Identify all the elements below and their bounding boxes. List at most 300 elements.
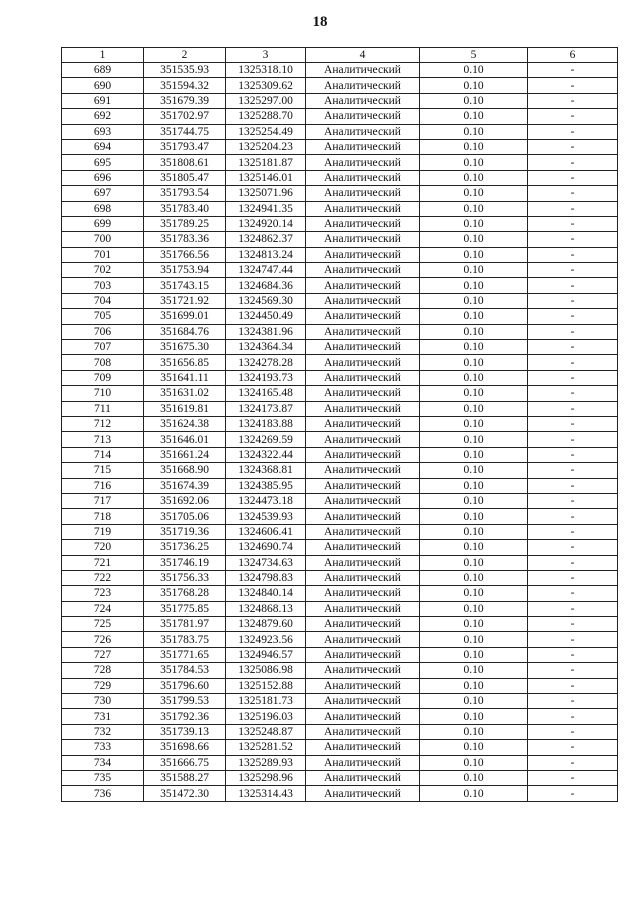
x-coordinate-cell: 351624.38 xyxy=(144,416,226,431)
note-cell: - xyxy=(528,124,618,139)
note-cell: - xyxy=(528,401,618,416)
point-number-cell: 736 xyxy=(62,786,144,801)
note-cell: - xyxy=(528,232,618,247)
note-cell: - xyxy=(528,416,618,431)
method-cell: Аналитический xyxy=(306,324,420,339)
x-coordinate-cell: 351792.36 xyxy=(144,709,226,724)
method-cell: Аналитический xyxy=(306,770,420,785)
method-cell: Аналитический xyxy=(306,709,420,724)
method-cell: Аналитический xyxy=(306,601,420,616)
point-number-cell: 708 xyxy=(62,355,144,370)
accuracy-cell: 0.10 xyxy=(420,401,528,416)
method-cell: Аналитический xyxy=(306,694,420,709)
x-coordinate-cell: 351805.47 xyxy=(144,170,226,185)
y-coordinate-cell: 1325086.98 xyxy=(226,663,306,678)
note-cell: - xyxy=(528,355,618,370)
note-cell: - xyxy=(528,293,618,308)
note-cell: - xyxy=(528,247,618,262)
note-cell: - xyxy=(528,447,618,462)
point-number-cell: 724 xyxy=(62,601,144,616)
note-cell: - xyxy=(528,709,618,724)
method-cell: Аналитический xyxy=(306,186,420,201)
y-coordinate-cell: 1324381.96 xyxy=(226,324,306,339)
table-row xyxy=(62,524,618,539)
y-coordinate-cell: 1325152.88 xyxy=(226,678,306,693)
x-coordinate-cell: 351799.53 xyxy=(144,694,226,709)
note-cell: - xyxy=(528,386,618,401)
x-coordinate-cell: 351783.75 xyxy=(144,632,226,647)
note-cell: - xyxy=(528,493,618,508)
point-number-cell: 723 xyxy=(62,586,144,601)
accuracy-cell: 0.10 xyxy=(420,570,528,585)
x-coordinate-cell: 351766.56 xyxy=(144,247,226,262)
point-number-cell: 731 xyxy=(62,709,144,724)
table-row xyxy=(62,770,618,785)
y-coordinate-cell: 1324539.93 xyxy=(226,509,306,524)
table-row xyxy=(62,324,618,339)
method-cell: Аналитический xyxy=(306,755,420,770)
column-header-1: 1 xyxy=(62,48,144,63)
note-cell: - xyxy=(528,632,618,647)
table-row xyxy=(62,601,618,616)
point-number-cell: 732 xyxy=(62,724,144,739)
x-coordinate-cell: 351736.25 xyxy=(144,540,226,555)
table-row xyxy=(62,663,618,678)
method-cell: Аналитический xyxy=(306,139,420,154)
method-cell: Аналитический xyxy=(306,447,420,462)
method-cell: Аналитический xyxy=(306,647,420,662)
method-cell: Аналитический xyxy=(306,555,420,570)
note-cell: - xyxy=(528,770,618,785)
y-coordinate-cell: 1325314.43 xyxy=(226,786,306,801)
note-cell: - xyxy=(528,724,618,739)
point-number-cell: 692 xyxy=(62,109,144,124)
x-coordinate-cell: 351619.81 xyxy=(144,401,226,416)
method-cell: Аналитический xyxy=(306,63,420,78)
point-number-cell: 689 xyxy=(62,63,144,78)
note-cell: - xyxy=(528,186,618,201)
note-cell: - xyxy=(528,432,618,447)
table-row xyxy=(62,632,618,647)
point-number-cell: 694 xyxy=(62,139,144,154)
accuracy-cell: 0.10 xyxy=(420,478,528,493)
x-coordinate-cell: 351781.97 xyxy=(144,617,226,632)
point-number-cell: 696 xyxy=(62,170,144,185)
note-cell: - xyxy=(528,216,618,231)
point-number-cell: 709 xyxy=(62,370,144,385)
table-row xyxy=(62,617,618,632)
point-number-cell: 690 xyxy=(62,78,144,93)
accuracy-cell: 0.10 xyxy=(420,63,528,78)
note-cell: - xyxy=(528,586,618,601)
point-number-cell: 729 xyxy=(62,678,144,693)
y-coordinate-cell: 1324569.30 xyxy=(226,293,306,308)
point-number-cell: 699 xyxy=(62,216,144,231)
method-cell: Аналитический xyxy=(306,247,420,262)
y-coordinate-cell: 1324734.63 xyxy=(226,555,306,570)
method-cell: Аналитический xyxy=(306,78,420,93)
y-coordinate-cell: 1325196.03 xyxy=(226,709,306,724)
note-cell: - xyxy=(528,155,618,170)
header-row xyxy=(62,48,618,63)
method-cell: Аналитический xyxy=(306,401,420,416)
table-row xyxy=(62,463,618,478)
table-row xyxy=(62,647,618,662)
point-number-cell: 695 xyxy=(62,155,144,170)
point-number-cell: 730 xyxy=(62,694,144,709)
method-cell: Аналитический xyxy=(306,293,420,308)
y-coordinate-cell: 1324183.88 xyxy=(226,416,306,431)
table-row xyxy=(62,586,618,601)
note-cell: - xyxy=(528,463,618,478)
table-row xyxy=(62,355,618,370)
table-row xyxy=(62,109,618,124)
table-row xyxy=(62,63,618,78)
note-cell: - xyxy=(528,170,618,185)
y-coordinate-cell: 1324862.37 xyxy=(226,232,306,247)
x-coordinate-cell: 351756.33 xyxy=(144,570,226,585)
table-row xyxy=(62,555,618,570)
x-coordinate-cell: 351721.92 xyxy=(144,293,226,308)
method-cell: Аналитический xyxy=(306,478,420,493)
accuracy-cell: 0.10 xyxy=(420,493,528,508)
table-row xyxy=(62,216,618,231)
method-cell: Аналитический xyxy=(306,216,420,231)
note-cell: - xyxy=(528,309,618,324)
column-header-2: 2 xyxy=(144,48,226,63)
method-cell: Аналитический xyxy=(306,632,420,647)
accuracy-cell: 0.10 xyxy=(420,709,528,724)
table-row xyxy=(62,493,618,508)
x-coordinate-cell: 351656.85 xyxy=(144,355,226,370)
y-coordinate-cell: 1324322.44 xyxy=(226,447,306,462)
accuracy-cell: 0.10 xyxy=(420,524,528,539)
y-coordinate-cell: 1324473.18 xyxy=(226,493,306,508)
page-number: 18 xyxy=(312,14,328,30)
point-number-cell: 722 xyxy=(62,570,144,585)
note-cell: - xyxy=(528,340,618,355)
method-cell: Аналитический xyxy=(306,155,420,170)
method-cell: Аналитический xyxy=(306,263,420,278)
y-coordinate-cell: 1325289.93 xyxy=(226,755,306,770)
y-coordinate-cell: 1325146.01 xyxy=(226,170,306,185)
point-number-cell: 712 xyxy=(62,416,144,431)
x-coordinate-cell: 351631.02 xyxy=(144,386,226,401)
y-coordinate-cell: 1325318.10 xyxy=(226,63,306,78)
table-row xyxy=(62,478,618,493)
accuracy-cell: 0.10 xyxy=(420,647,528,662)
note-cell: - xyxy=(528,324,618,339)
x-coordinate-cell: 351808.61 xyxy=(144,155,226,170)
x-coordinate-cell: 351719.36 xyxy=(144,524,226,539)
x-coordinate-cell: 351739.13 xyxy=(144,724,226,739)
accuracy-cell: 0.10 xyxy=(420,232,528,247)
point-number-cell: 703 xyxy=(62,278,144,293)
accuracy-cell: 0.10 xyxy=(420,540,528,555)
point-number-cell: 713 xyxy=(62,432,144,447)
table-row xyxy=(62,570,618,585)
table-row xyxy=(62,309,618,324)
y-coordinate-cell: 1325281.52 xyxy=(226,740,306,755)
point-number-cell: 714 xyxy=(62,447,144,462)
point-number-cell: 725 xyxy=(62,617,144,632)
method-cell: Аналитический xyxy=(306,278,420,293)
method-cell: Аналитический xyxy=(306,740,420,755)
accuracy-cell: 0.10 xyxy=(420,509,528,524)
table-header xyxy=(62,48,618,63)
y-coordinate-cell: 1324450.49 xyxy=(226,309,306,324)
x-coordinate-cell: 351641.11 xyxy=(144,370,226,385)
method-cell: Аналитический xyxy=(306,524,420,539)
table-row xyxy=(62,293,618,308)
column-header-6: 6 xyxy=(528,48,618,63)
method-cell: Аналитический xyxy=(306,493,420,508)
note-cell: - xyxy=(528,678,618,693)
table-row xyxy=(62,416,618,431)
table-row xyxy=(62,540,618,555)
x-coordinate-cell: 351684.76 xyxy=(144,324,226,339)
y-coordinate-cell: 1325298.96 xyxy=(226,770,306,785)
table-row xyxy=(62,93,618,108)
table-row xyxy=(62,786,618,801)
accuracy-cell: 0.10 xyxy=(420,324,528,339)
y-coordinate-cell: 1324278.28 xyxy=(226,355,306,370)
point-number-cell: 697 xyxy=(62,186,144,201)
x-coordinate-cell: 351674.39 xyxy=(144,478,226,493)
point-number-cell: 700 xyxy=(62,232,144,247)
table-row xyxy=(62,740,618,755)
accuracy-cell: 0.10 xyxy=(420,170,528,185)
note-cell: - xyxy=(528,663,618,678)
note-cell: - xyxy=(528,740,618,755)
x-coordinate-cell: 351771.65 xyxy=(144,647,226,662)
accuracy-cell: 0.10 xyxy=(420,263,528,278)
note-cell: - xyxy=(528,755,618,770)
y-coordinate-cell: 1325288.70 xyxy=(226,109,306,124)
accuracy-cell: 0.10 xyxy=(420,386,528,401)
note-cell: - xyxy=(528,694,618,709)
x-coordinate-cell: 351753.94 xyxy=(144,263,226,278)
x-coordinate-cell: 351646.01 xyxy=(144,432,226,447)
y-coordinate-cell: 1324269.59 xyxy=(226,432,306,447)
column-header-5: 5 xyxy=(420,48,528,63)
x-coordinate-cell: 351594.32 xyxy=(144,78,226,93)
y-coordinate-cell: 1325181.73 xyxy=(226,694,306,709)
y-coordinate-cell: 1324941.35 xyxy=(226,201,306,216)
x-coordinate-cell: 351789.25 xyxy=(144,216,226,231)
method-cell: Аналитический xyxy=(306,386,420,401)
accuracy-cell: 0.10 xyxy=(420,586,528,601)
y-coordinate-cell: 1324690.74 xyxy=(226,540,306,555)
accuracy-cell: 0.10 xyxy=(420,724,528,739)
y-coordinate-cell: 1324923.56 xyxy=(226,632,306,647)
point-number-cell: 693 xyxy=(62,124,144,139)
accuracy-cell: 0.10 xyxy=(420,416,528,431)
method-cell: Аналитический xyxy=(306,586,420,601)
method-cell: Аналитический xyxy=(306,109,420,124)
accuracy-cell: 0.10 xyxy=(420,370,528,385)
note-cell: - xyxy=(528,139,618,154)
note-cell: - xyxy=(528,617,618,632)
point-number-cell: 715 xyxy=(62,463,144,478)
y-coordinate-cell: 1325254.49 xyxy=(226,124,306,139)
x-coordinate-cell: 351588.27 xyxy=(144,770,226,785)
y-coordinate-cell: 1324368.81 xyxy=(226,463,306,478)
point-number-cell: 716 xyxy=(62,478,144,493)
y-coordinate-cell: 1325071.96 xyxy=(226,186,306,201)
y-coordinate-cell: 1324606.41 xyxy=(226,524,306,539)
point-number-cell: 691 xyxy=(62,93,144,108)
point-number-cell: 728 xyxy=(62,663,144,678)
method-cell: Аналитический xyxy=(306,201,420,216)
table-row xyxy=(62,263,618,278)
point-number-cell: 734 xyxy=(62,755,144,770)
table-row xyxy=(62,186,618,201)
x-coordinate-cell: 351675.30 xyxy=(144,340,226,355)
point-number-cell: 735 xyxy=(62,770,144,785)
accuracy-cell: 0.10 xyxy=(420,463,528,478)
accuracy-cell: 0.10 xyxy=(420,555,528,570)
y-coordinate-cell: 1324879.60 xyxy=(226,617,306,632)
x-coordinate-cell: 351699.01 xyxy=(144,309,226,324)
x-coordinate-cell: 351702.97 xyxy=(144,109,226,124)
point-number-cell: 718 xyxy=(62,509,144,524)
accuracy-cell: 0.10 xyxy=(420,216,528,231)
method-cell: Аналитический xyxy=(306,416,420,431)
point-number-cell: 719 xyxy=(62,524,144,539)
method-cell: Аналитический xyxy=(306,370,420,385)
method-cell: Аналитический xyxy=(306,232,420,247)
method-cell: Аналитический xyxy=(306,663,420,678)
table-row xyxy=(62,386,618,401)
point-number-cell: 701 xyxy=(62,247,144,262)
point-number-cell: 705 xyxy=(62,309,144,324)
x-coordinate-cell: 351768.28 xyxy=(144,586,226,601)
method-cell: Аналитический xyxy=(306,124,420,139)
x-coordinate-cell: 351679.39 xyxy=(144,93,226,108)
x-coordinate-cell: 351705.06 xyxy=(144,509,226,524)
note-cell: - xyxy=(528,540,618,555)
x-coordinate-cell: 351666.75 xyxy=(144,755,226,770)
note-cell: - xyxy=(528,109,618,124)
table-row xyxy=(62,124,618,139)
accuracy-cell: 0.10 xyxy=(420,124,528,139)
y-coordinate-cell: 1324165.48 xyxy=(226,386,306,401)
accuracy-cell: 0.10 xyxy=(420,601,528,616)
coordinates-table xyxy=(61,47,618,802)
table-row xyxy=(62,447,618,462)
note-cell: - xyxy=(528,478,618,493)
method-cell: Аналитический xyxy=(306,340,420,355)
x-coordinate-cell: 351744.75 xyxy=(144,124,226,139)
table-row xyxy=(62,678,618,693)
y-coordinate-cell: 1324798.83 xyxy=(226,570,306,585)
accuracy-cell: 0.10 xyxy=(420,139,528,154)
y-coordinate-cell: 1324868.13 xyxy=(226,601,306,616)
note-cell: - xyxy=(528,555,618,570)
x-coordinate-cell: 351793.47 xyxy=(144,139,226,154)
table-row xyxy=(62,201,618,216)
x-coordinate-cell: 351783.40 xyxy=(144,201,226,216)
table-row xyxy=(62,694,618,709)
x-coordinate-cell: 351793.54 xyxy=(144,186,226,201)
y-coordinate-cell: 1325181.87 xyxy=(226,155,306,170)
accuracy-cell: 0.10 xyxy=(420,278,528,293)
table-row xyxy=(62,170,618,185)
accuracy-cell: 0.10 xyxy=(420,632,528,647)
accuracy-cell: 0.10 xyxy=(420,201,528,216)
note-cell: - xyxy=(528,570,618,585)
point-number-cell: 721 xyxy=(62,555,144,570)
y-coordinate-cell: 1325204.23 xyxy=(226,139,306,154)
method-cell: Аналитический xyxy=(306,93,420,108)
note-cell: - xyxy=(528,278,618,293)
table-body xyxy=(62,63,618,802)
method-cell: Аналитический xyxy=(306,432,420,447)
table-row xyxy=(62,401,618,416)
method-cell: Аналитический xyxy=(306,463,420,478)
note-cell: - xyxy=(528,601,618,616)
y-coordinate-cell: 1324193.73 xyxy=(226,370,306,385)
table-row xyxy=(62,370,618,385)
x-coordinate-cell: 351661.24 xyxy=(144,447,226,462)
note-cell: - xyxy=(528,93,618,108)
x-coordinate-cell: 351472.30 xyxy=(144,786,226,801)
point-number-cell: 733 xyxy=(62,740,144,755)
point-number-cell: 726 xyxy=(62,632,144,647)
accuracy-cell: 0.10 xyxy=(420,694,528,709)
column-header-4: 4 xyxy=(306,48,420,63)
accuracy-cell: 0.10 xyxy=(420,186,528,201)
accuracy-cell: 0.10 xyxy=(420,786,528,801)
method-cell: Аналитический xyxy=(306,309,420,324)
accuracy-cell: 0.10 xyxy=(420,432,528,447)
note-cell: - xyxy=(528,786,618,801)
point-number-cell: 707 xyxy=(62,340,144,355)
accuracy-cell: 0.10 xyxy=(420,355,528,370)
note-cell: - xyxy=(528,63,618,78)
y-coordinate-cell: 1324173.87 xyxy=(226,401,306,416)
accuracy-cell: 0.10 xyxy=(420,740,528,755)
point-number-cell: 704 xyxy=(62,293,144,308)
method-cell: Аналитический xyxy=(306,678,420,693)
y-coordinate-cell: 1325297.00 xyxy=(226,93,306,108)
y-coordinate-cell: 1324840.14 xyxy=(226,586,306,601)
y-coordinate-cell: 1324385.95 xyxy=(226,478,306,493)
note-cell: - xyxy=(528,263,618,278)
point-number-cell: 727 xyxy=(62,647,144,662)
table-row xyxy=(62,247,618,262)
note-cell: - xyxy=(528,78,618,93)
x-coordinate-cell: 351535.93 xyxy=(144,63,226,78)
note-cell: - xyxy=(528,509,618,524)
point-number-cell: 710 xyxy=(62,386,144,401)
y-coordinate-cell: 1324946.57 xyxy=(226,647,306,662)
note-cell: - xyxy=(528,524,618,539)
point-number-cell: 717 xyxy=(62,493,144,508)
x-coordinate-cell: 351692.06 xyxy=(144,493,226,508)
point-number-cell: 698 xyxy=(62,201,144,216)
accuracy-cell: 0.10 xyxy=(420,293,528,308)
table-row xyxy=(62,278,618,293)
accuracy-cell: 0.10 xyxy=(420,309,528,324)
x-coordinate-cell: 351746.19 xyxy=(144,555,226,570)
point-number-cell: 706 xyxy=(62,324,144,339)
method-cell: Аналитический xyxy=(306,570,420,585)
accuracy-cell: 0.10 xyxy=(420,663,528,678)
method-cell: Аналитический xyxy=(306,724,420,739)
method-cell: Аналитический xyxy=(306,617,420,632)
